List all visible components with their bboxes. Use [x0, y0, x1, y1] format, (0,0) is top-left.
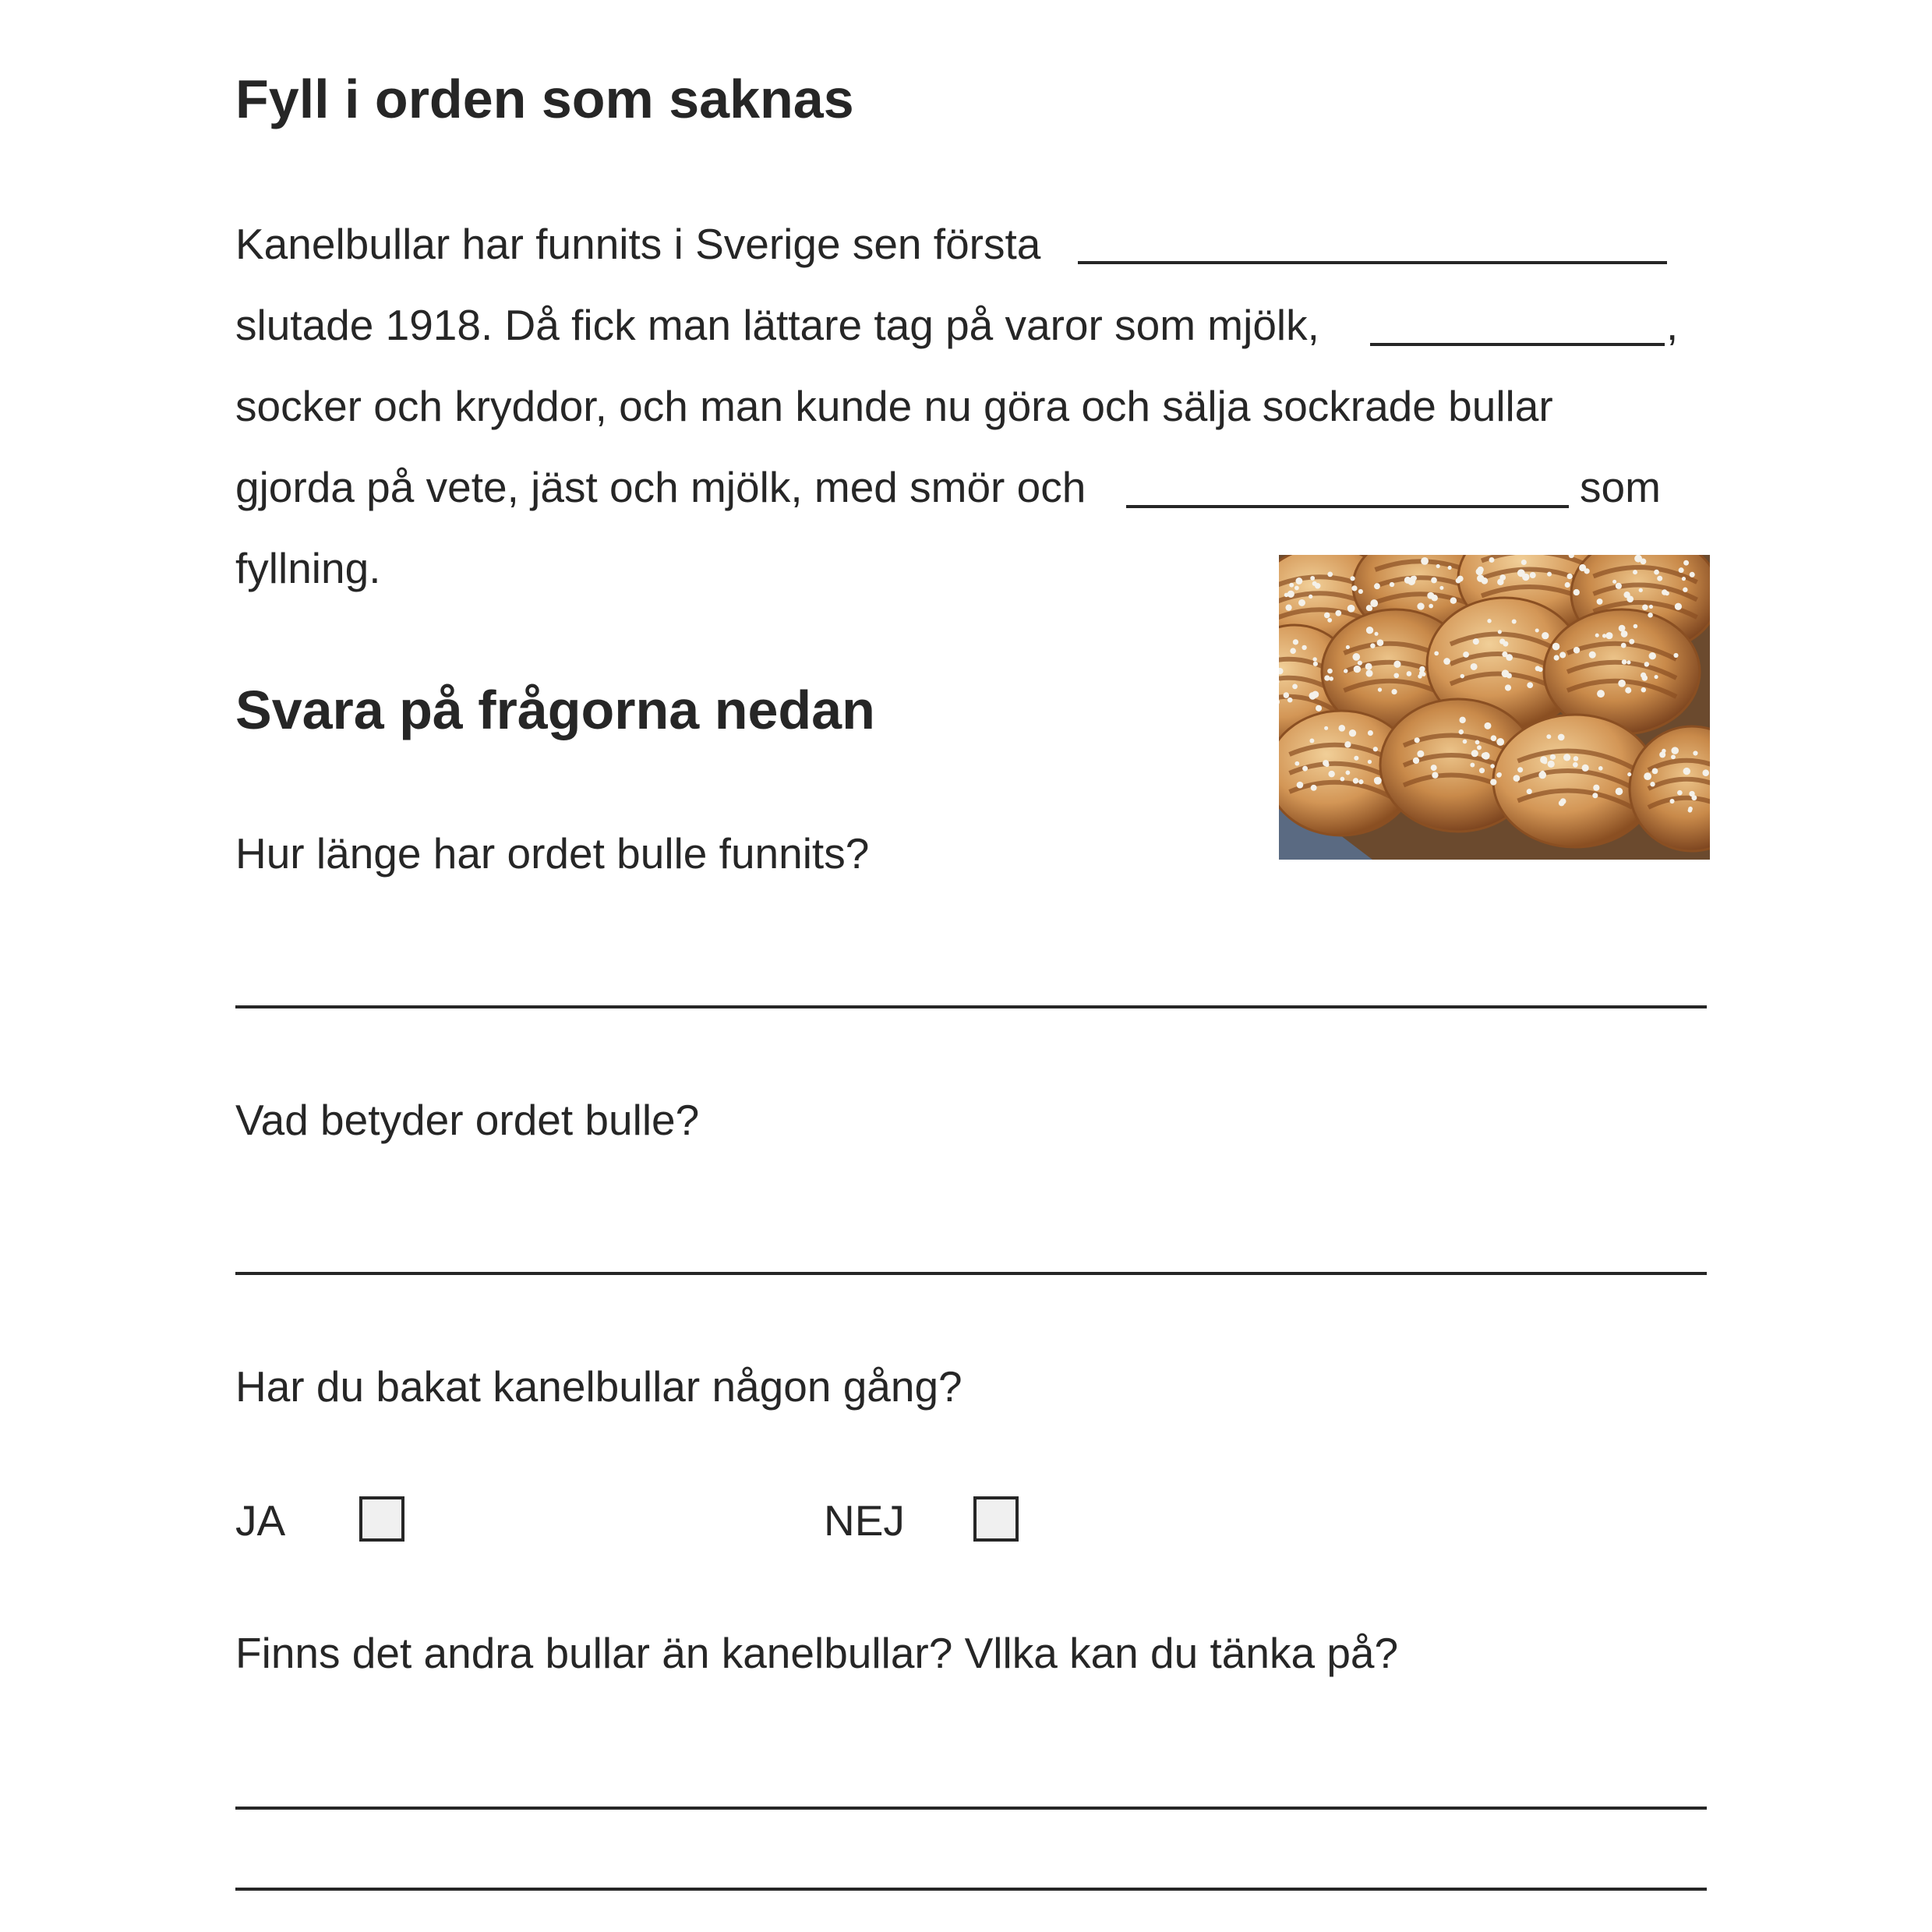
pearl-sugar [1602, 634, 1606, 638]
pearl-sugar [1439, 586, 1443, 590]
pearl-sugar [1324, 726, 1328, 730]
blank-3[interactable] [1126, 505, 1569, 508]
pearl-sugar [1574, 756, 1579, 761]
pearl-sugar [1649, 652, 1656, 659]
pearl-sugar [1679, 567, 1684, 573]
cloze-comma: , [1666, 301, 1679, 349]
pearl-sugar [1527, 789, 1532, 794]
pearl-sugar [1374, 632, 1378, 636]
pearl-sugar [1497, 579, 1504, 586]
pearl-sugar [1417, 602, 1424, 609]
pearl-sugar [1574, 647, 1580, 653]
cloze-line-1: Kanelbullar har funnits i Sverige sen första [235, 220, 1041, 268]
pearl-sugar [1644, 772, 1651, 780]
cloze-line-5: fyllning. [235, 544, 381, 592]
pearl-sugar [1311, 785, 1317, 791]
pearl-sugar [1344, 669, 1348, 673]
blank-2[interactable] [1370, 343, 1665, 346]
pearl-sugar [1352, 653, 1360, 661]
pearl-sugar [1490, 779, 1496, 785]
pearl-sugar [1665, 592, 1669, 596]
pearl-sugar [1460, 674, 1464, 678]
pearl-sugar [1581, 566, 1586, 570]
pearl-sugar [1654, 570, 1659, 575]
pearl-sugar [1622, 659, 1627, 665]
pearl-sugar [1642, 675, 1648, 681]
pearl-sugar [1682, 577, 1686, 581]
pearl-sugar [1351, 585, 1357, 591]
pearl-sugar [1289, 583, 1294, 588]
pearl-sugar [1582, 765, 1589, 772]
pearl-sugar [1429, 604, 1433, 609]
pearl-sugar [1374, 583, 1380, 589]
pearl-sugar [1471, 663, 1478, 670]
pearl-sugar [1675, 603, 1682, 610]
pearl-sugar [1626, 660, 1630, 664]
pearl-sugar [1419, 666, 1425, 672]
pearl-sugar [1285, 605, 1291, 611]
pearl-sugar [1475, 740, 1480, 744]
pearl-sugar [1559, 652, 1566, 658]
pearl-sugar [1294, 586, 1299, 591]
pearl-sugar [1482, 577, 1489, 585]
pearl-sugar [1366, 627, 1373, 634]
pearl-sugar [1655, 675, 1658, 679]
pearl-sugar [1629, 639, 1634, 645]
pearl-sugar [1589, 652, 1596, 659]
pearl-sugar [1335, 610, 1341, 616]
pearl-sugar [1567, 574, 1573, 579]
pearl-sugar [1287, 698, 1293, 703]
pearl-sugar [1625, 687, 1631, 694]
pearl-sugar [1293, 639, 1298, 645]
pearl-sugar [1574, 589, 1580, 595]
pearl-sugar [1418, 674, 1422, 679]
pearl-sugar [1595, 634, 1599, 638]
pearl-sugar [1633, 570, 1637, 574]
pearl-sugar [1309, 739, 1314, 743]
pearl-sugar [1344, 741, 1351, 747]
pearl-sugar [1327, 669, 1333, 674]
pearl-sugar [1558, 734, 1565, 741]
pearl-sugar [1404, 577, 1411, 584]
pearl-sugar [1521, 560, 1527, 565]
pearl-sugar [1634, 555, 1642, 563]
cloze-som: som [1580, 463, 1661, 511]
yes-checkbox[interactable] [359, 1496, 404, 1542]
pearl-sugar [1327, 571, 1333, 577]
pearl-sugar [1463, 740, 1468, 744]
pearl-sugar [1683, 768, 1690, 775]
pearl-sugar [1641, 687, 1646, 692]
pearl-sugar [1634, 624, 1638, 629]
pearl-sugar [1592, 793, 1598, 798]
pearl-sugar [1358, 589, 1363, 594]
pearl-sugar [1325, 763, 1330, 768]
pearl-sugar [1671, 754, 1676, 759]
pearl-sugar [1393, 673, 1399, 678]
pearl-sugar [1347, 605, 1355, 613]
question-3: Har du bakat kanelbullar någon gång? [235, 1362, 962, 1411]
pearl-sugar [1290, 648, 1296, 654]
pearl-sugar [1427, 592, 1434, 599]
pearl-sugar [1378, 687, 1382, 691]
pearl-sugar [1415, 737, 1420, 743]
pearl-sugar [1294, 761, 1299, 766]
pearl-sugar [1470, 763, 1475, 768]
pearl-sugar [1506, 654, 1513, 661]
pearl-sugar [1353, 778, 1358, 783]
pearl-sugar [1593, 785, 1599, 791]
pearl-sugar [1316, 705, 1322, 712]
pearl-sugar [1621, 643, 1626, 648]
pearl-sugar [1370, 599, 1378, 607]
pearl-sugar [1373, 747, 1378, 751]
pearl-sugar [1368, 606, 1372, 611]
pearl-sugar [1432, 772, 1438, 779]
pearl-sugar [1673, 653, 1678, 658]
pearl-sugar [1309, 692, 1316, 700]
pearl-sugar [1490, 764, 1495, 768]
pearl-sugar [1413, 758, 1419, 764]
pearl-sugar [1457, 576, 1464, 582]
answer-line-2[interactable] [235, 1272, 1707, 1275]
pearl-sugar [1618, 680, 1626, 687]
pearl-sugar [1417, 751, 1424, 758]
pearl-sugar [1324, 675, 1330, 680]
pearl-sugar [1688, 808, 1693, 813]
yes-label: JA [235, 1496, 286, 1545]
pearl-sugar [1677, 790, 1683, 796]
cloze-line-2: slutade 1918. Då fick man lättare tag på varor som mjölk, [235, 301, 1319, 349]
pearl-sugar [1605, 632, 1612, 639]
blank-1[interactable] [1078, 261, 1667, 264]
pearl-sugar [1538, 667, 1542, 672]
buns-group [1279, 555, 1710, 860]
pearl-sugar [1368, 760, 1372, 764]
pearl-sugar [1370, 643, 1375, 648]
pearl-sugar [1530, 572, 1536, 578]
pearl-sugar [1459, 729, 1464, 734]
pearl-sugar [1345, 771, 1350, 775]
pearl-sugar [1393, 661, 1400, 668]
pearl-sugar [1477, 745, 1482, 750]
pearl-sugar [1527, 682, 1533, 688]
pearl-sugar [1324, 613, 1330, 619]
pearl-sugar [1657, 576, 1662, 581]
cinnamon-buns-photo [1279, 555, 1710, 860]
pearl-sugar [1448, 566, 1452, 570]
pearl-sugar [1627, 772, 1631, 776]
pearl-sugar [1690, 572, 1695, 577]
pearl-sugar [1671, 747, 1679, 754]
pearl-sugar [1346, 645, 1350, 649]
pearl-sugar [1512, 620, 1517, 624]
pearl-sugar [1473, 638, 1479, 645]
pearl-sugar [1459, 717, 1465, 723]
pearl-sugar [1358, 779, 1363, 784]
pearl-sugar [1552, 643, 1560, 651]
pearl-sugar [1639, 588, 1643, 592]
pearl-sugar [1365, 669, 1372, 676]
pearl-sugar [1292, 683, 1298, 689]
pearl-sugar [1612, 580, 1616, 584]
pearl-sugar [1338, 725, 1345, 732]
pearl-sugar [1546, 734, 1551, 739]
pearl-sugar [1597, 690, 1605, 698]
pearl-sugar [1284, 692, 1290, 698]
pearl-sugar [1652, 768, 1658, 774]
pearl-sugar [1349, 729, 1356, 736]
pearl-sugar [1554, 655, 1559, 660]
answer-line-1[interactable] [235, 1005, 1707, 1008]
pearl-sugar [1550, 754, 1556, 760]
answer-line-3[interactable] [235, 1807, 1707, 1810]
pearl-sugar [1327, 618, 1332, 623]
pearl-sugar [1484, 722, 1491, 729]
pearl-sugar [1689, 791, 1694, 796]
pearl-sugar [1517, 767, 1523, 772]
pearl-sugar [1329, 676, 1333, 680]
pearl-sugar [1598, 766, 1603, 771]
pearl-sugar [1312, 581, 1317, 586]
question-4: Finns det andra bullar än kanelbullar? Vllka kan du tänka på? [235, 1629, 1399, 1677]
pearl-sugar [1434, 651, 1439, 655]
pearl-sugar [1650, 782, 1655, 786]
pearl-sugar [1443, 658, 1450, 665]
pearl-sugar [1310, 576, 1315, 581]
pearl-sugar [1391, 689, 1397, 694]
pearl-sugar [1328, 771, 1334, 777]
pearl-sugar [1411, 576, 1416, 581]
pearl-sugar [1496, 772, 1501, 777]
pearl-sugar [1471, 750, 1478, 757]
no-checkbox[interactable] [973, 1496, 1019, 1542]
pearl-sugar [1374, 777, 1382, 785]
pearl-sugar [1297, 782, 1304, 789]
pearl-sugar [1312, 657, 1316, 661]
questions-heading: Svara på frågorna nedan [235, 680, 875, 740]
pearl-sugar [1354, 756, 1358, 761]
pearl-sugar [1491, 735, 1497, 741]
pearl-sugar [1502, 669, 1510, 677]
pearl-sugar [1421, 557, 1429, 565]
pearl-sugar [1498, 630, 1502, 634]
pearl-sugar [1649, 605, 1653, 609]
pearl-sugar [1616, 583, 1622, 589]
pearl-sugar [1619, 625, 1626, 632]
pearl-sugar [1505, 684, 1511, 691]
cloze-line-4: gjorda på vete, jäst och mjölk, med smör och [235, 463, 1086, 511]
question-2: Vad betyder ordet bulle? [235, 1096, 700, 1144]
pearl-sugar [1431, 765, 1437, 771]
pearl-sugar [1702, 769, 1709, 776]
pearl-sugar [1626, 595, 1634, 602]
pearl-sugar [1368, 730, 1373, 736]
pearl-sugar [1683, 588, 1687, 592]
pearl-sugar [1489, 557, 1495, 563]
pearl-sugar [1487, 619, 1491, 623]
pearl-sugar [1436, 564, 1440, 568]
pearl-sugar [1477, 567, 1483, 573]
pearl-sugar [1642, 605, 1648, 611]
pearl-sugar [1541, 771, 1545, 775]
pearl-sugar [1313, 662, 1318, 666]
pearl-sugar [1535, 628, 1539, 632]
pearl-sugar [1573, 762, 1578, 768]
pearl-sugar [1407, 671, 1412, 676]
pearl-sugar [1309, 595, 1312, 599]
pearl-sugar [1517, 569, 1525, 577]
pearl-sugar [1302, 645, 1306, 650]
pearl-sugar [1431, 577, 1437, 584]
pearl-sugar [1503, 641, 1508, 647]
pearl-sugar [1648, 613, 1653, 618]
pearl-sugar [1422, 672, 1425, 676]
pearl-sugar [1496, 738, 1504, 746]
pearl-sugar [1298, 599, 1305, 606]
cloze-line-3: socker och kryddor, och man kunde nu göra och sälja sockrade bullar [235, 382, 1553, 430]
cinnamon-buns-image [1279, 555, 1710, 860]
pearl-sugar [1683, 560, 1689, 566]
pearl-sugar [1340, 777, 1344, 782]
pearl-sugar [1597, 599, 1603, 605]
no-label: NEJ [824, 1496, 905, 1545]
question-1: Hur länge har ordet bulle funnits? [235, 829, 870, 878]
pearl-sugar [1669, 799, 1674, 804]
pearl-sugar [1542, 632, 1549, 639]
pearl-sugar [1302, 766, 1308, 772]
pearl-sugar [1693, 751, 1697, 755]
pearl-sugar [1659, 751, 1665, 758]
pearl-sugar [1377, 639, 1384, 646]
pearl-sugar [1295, 577, 1302, 585]
pearl-sugar [1644, 662, 1649, 666]
pearl-sugar [1543, 760, 1548, 765]
pearl-sugar [1463, 652, 1469, 658]
pearl-sugar [1390, 582, 1394, 587]
pearl-sugar [1350, 576, 1355, 581]
pearl-sugar [1616, 788, 1623, 796]
fill-in-heading: Fyll i orden som saknas [235, 69, 854, 129]
pearl-sugar [1358, 661, 1362, 666]
pearl-sugar [1560, 798, 1566, 804]
pearl-sugar [1548, 761, 1555, 768]
pearl-sugar [1482, 752, 1490, 760]
pearl-sugar [1563, 754, 1570, 761]
pearl-sugar [1513, 775, 1521, 782]
pearl-sugar [1287, 591, 1294, 598]
pearl-sugar [1365, 663, 1372, 670]
pearl-sugar [1547, 572, 1552, 577]
pearl-sugar [1479, 768, 1485, 773]
answer-line-4[interactable] [235, 1888, 1707, 1891]
pearl-sugar [1450, 597, 1457, 603]
pearl-sugar [1565, 582, 1570, 588]
pearl-sugar [1354, 666, 1361, 673]
